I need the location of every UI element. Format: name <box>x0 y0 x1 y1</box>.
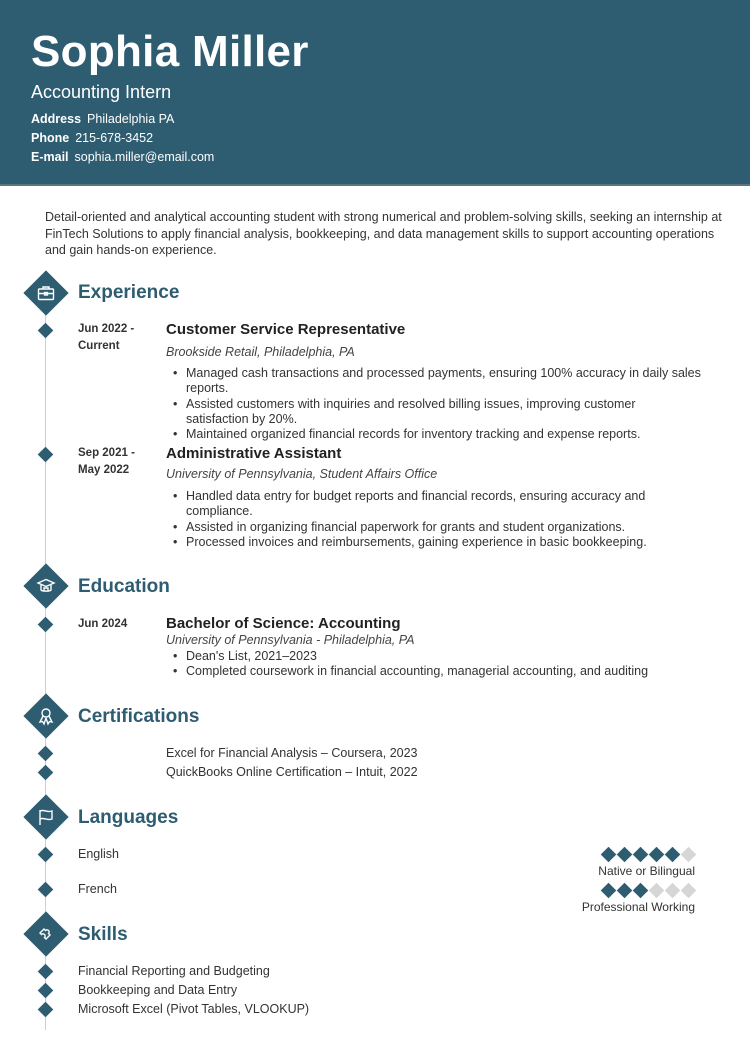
bullet-item: • Completed coursework in financial accounting, managerial accounting, and auditing <box>186 664 701 679</box>
flag-icon <box>36 807 56 827</box>
job-title: Administrative Assistant <box>166 445 342 462</box>
timeline-dot <box>38 882 54 898</box>
timeline-dot <box>38 983 54 999</box>
job-org: University of Pennsylvania, Student Affairs Office <box>166 467 438 481</box>
contact-label: Address <box>31 112 82 126</box>
rating-diamond-filled <box>649 847 665 863</box>
certification-item: Excel for Financial Analysis – Coursera, 2023 <box>166 746 418 760</box>
date-end: May 2022 <box>78 464 130 476</box>
edu-bullets <box>186 649 701 680</box>
edu-org: University of Pennsylvania - Philadelphia, PA <box>166 633 415 647</box>
certifications-section-icon <box>24 694 68 738</box>
contact-label: E-mail <box>31 150 69 164</box>
graduation-cap-icon <box>36 576 56 596</box>
rating-diamond-filled <box>665 847 681 863</box>
rating-diamond-empty <box>649 883 665 899</box>
job-org: Brookside Retail, Philadelphia, PA <box>166 345 355 359</box>
bullet-item: • Processed invoices and reimbursements, gaining experience in basic bookkeeping. <box>186 535 701 550</box>
skill-item: Bookkeeping and Data Entry <box>78 983 238 997</box>
section-title-experience: Experience <box>78 282 180 303</box>
contact-phone <box>31 131 153 145</box>
timeline-dot <box>38 323 54 339</box>
rating-diamond-filled <box>633 883 649 899</box>
puzzle-icon <box>36 924 56 944</box>
contact-value: 215-678-3452 <box>75 131 154 145</box>
rating-diamond-filled <box>617 847 633 863</box>
degree-title: Bachelor of Science: Accounting <box>166 615 401 632</box>
rating-diamond-filled <box>633 847 649 863</box>
contact-address <box>31 112 174 126</box>
job-date <box>78 445 135 479</box>
job-title: Customer Service Representative <box>166 321 406 338</box>
profile-summary: Detail-oriented and analytical accounting student with strong numerical and problem-solving skills, seeking an internship at FinTech Solutions to apply financial analysis, bookkeeping, and data management skills to support accounting operations and gain hands-on experience. <box>45 210 722 257</box>
bullet-item: • Managed cash transactions and processed payments, ensuring 100% accuracy in daily sales reports. <box>186 366 701 397</box>
date-end: Current <box>78 340 120 352</box>
section-title-education: Education <box>78 576 170 597</box>
contact-value: Philadelphia PA <box>87 112 175 126</box>
section-title-skills: Skills <box>78 924 128 945</box>
bullet-item: • Maintained organized financial records for inventory tracking and expense reports. <box>186 427 701 442</box>
candidate-name: Sophia Miller <box>31 27 309 76</box>
bullet-item: • Dean's List, 2021–2023 <box>186 649 701 664</box>
bullet-item: • Assisted in organizing financial paperwork for grants and student organizations. <box>186 520 701 535</box>
date-start: Jun 2022 - <box>78 323 135 335</box>
section-title-certifications: Certifications <box>78 706 200 727</box>
rating-diamond-empty <box>681 847 697 863</box>
contact-value[interactable]: sophia.miller@email.com <box>74 150 215 164</box>
timeline-dot <box>38 746 54 762</box>
edu-date: Jun 2024 <box>78 618 128 630</box>
bullet-item: • Handled data entry for budget reports and financial records, ensuring accuracy and compliance. <box>186 489 701 520</box>
timeline-dot <box>38 847 54 863</box>
timeline-dot <box>38 964 54 980</box>
timeline-dot <box>38 617 54 633</box>
skill-item: Microsoft Excel (Pivot Tables, VLOOKUP) <box>78 1002 310 1016</box>
award-ribbon-icon <box>36 706 56 726</box>
contact-label: Phone <box>31 131 70 145</box>
rating-diamond-empty <box>665 883 681 899</box>
languages-section-icon <box>24 795 68 839</box>
rating-diamond-empty <box>681 883 697 899</box>
rating-diamond-filled <box>617 883 633 899</box>
language-rating <box>602 885 695 896</box>
language-name: French <box>78 882 117 896</box>
certification-item: QuickBooks Online Certification – Intuit, 2022 <box>166 765 418 779</box>
contact-email <box>31 150 214 164</box>
timeline-dot <box>38 765 54 781</box>
rating-diamond-filled <box>601 883 617 899</box>
experience-section-icon <box>24 271 68 315</box>
section-title-languages: Languages <box>78 807 179 828</box>
timeline-dot <box>38 1002 54 1018</box>
date-start: Sep 2021 - <box>78 447 135 459</box>
skill-item: Financial Reporting and Budgeting <box>78 964 270 978</box>
briefcase-icon <box>36 283 56 303</box>
education-section-icon <box>24 564 68 608</box>
job-bullets <box>186 366 701 442</box>
skills-section-icon <box>24 912 68 956</box>
candidate-title: Accounting Intern <box>31 82 172 102</box>
language-level: Professional Working <box>581 900 695 914</box>
job-bullets <box>186 489 701 550</box>
timeline-dot <box>38 447 54 463</box>
job-date <box>78 321 134 355</box>
resume-header <box>0 0 750 186</box>
language-level: Native or Bilingual <box>598 864 695 878</box>
bullet-item: • Assisted customers with inquiries and resolved billing issues, improving customer satisfaction by 20%. <box>186 397 701 428</box>
rating-diamond-filled <box>601 847 617 863</box>
language-rating <box>602 849 695 860</box>
language-name: English <box>78 847 119 861</box>
